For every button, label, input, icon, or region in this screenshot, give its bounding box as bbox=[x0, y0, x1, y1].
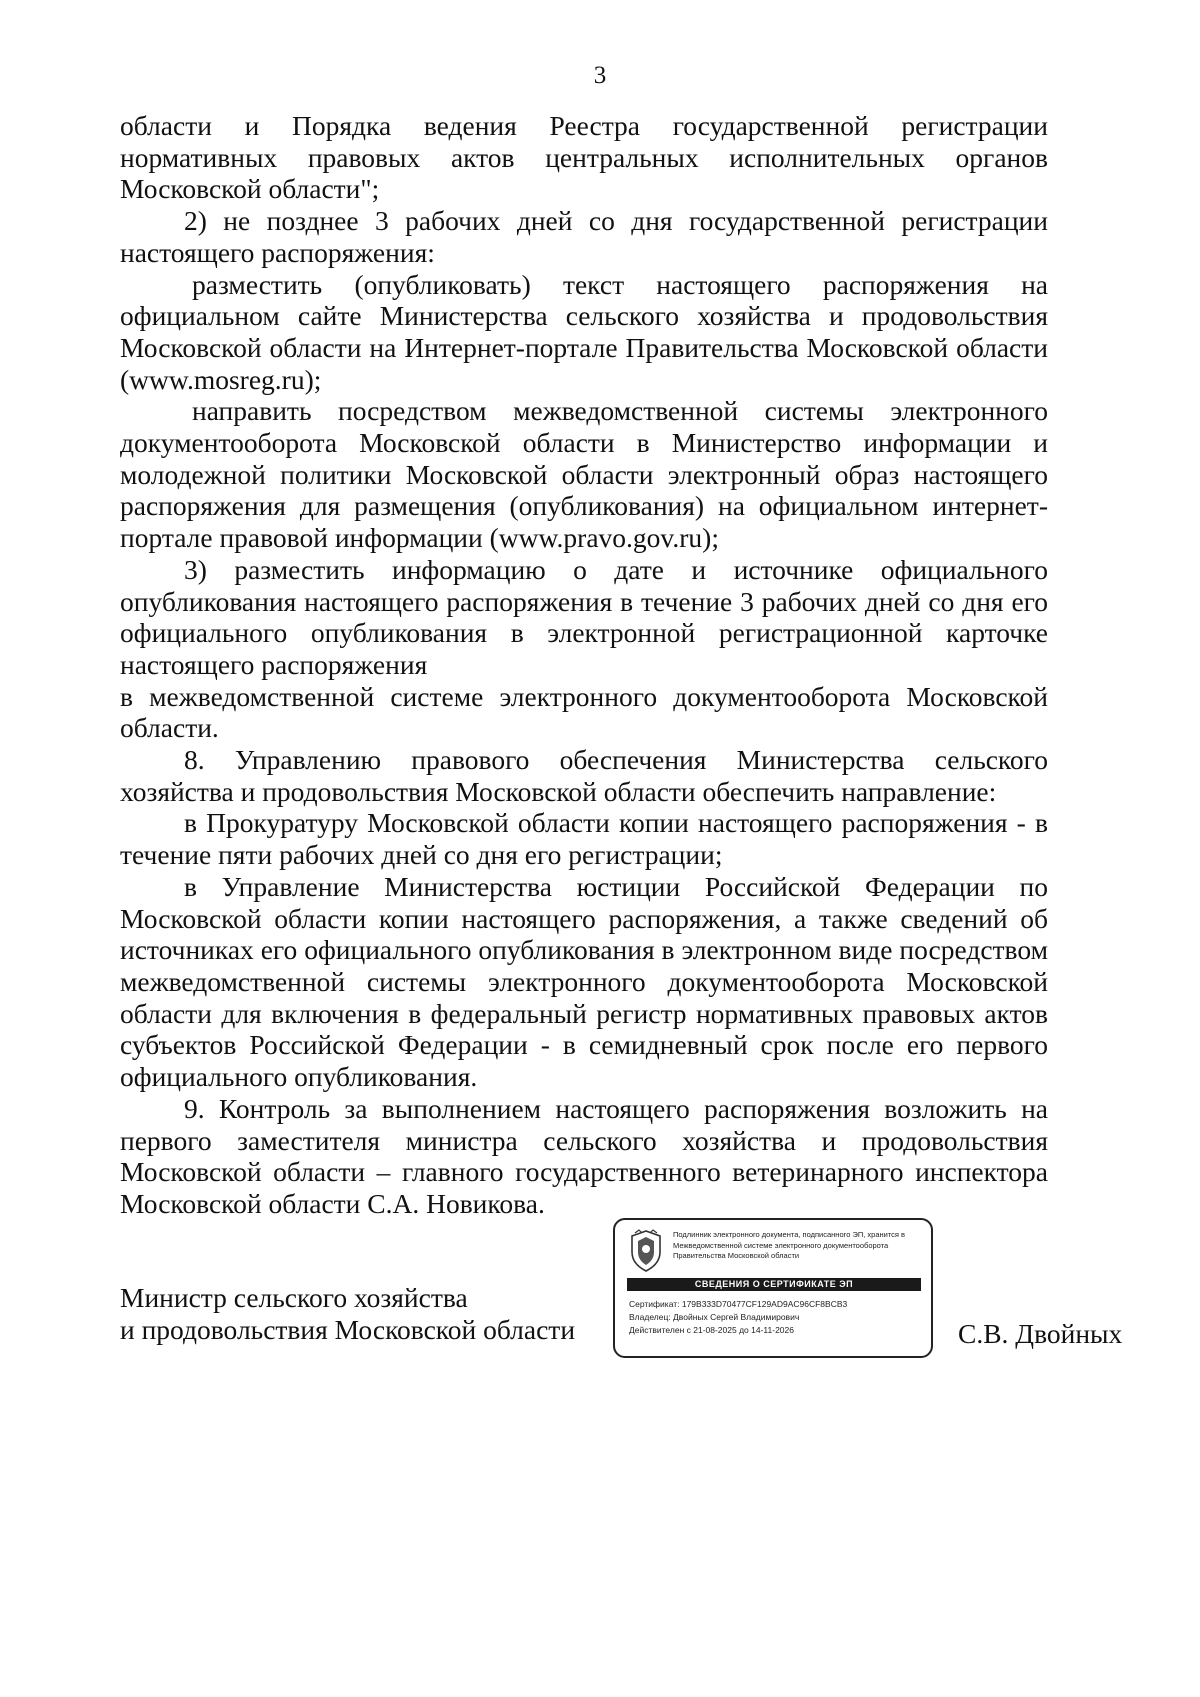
paragraph: 2) не позднее 3 рабочих дней со дня государственной регистрации настоящего распоряжения: bbox=[120, 205, 1048, 268]
signer-position-line: и продовольствия Московской области bbox=[120, 1314, 576, 1345]
paragraph: направить посредством межведомственной системы электронного документооборота Московской области в Министерство информации и молодежной политики Московской области электронный образ настоящего распоряжения для размещения (опубликования) на официальном интернет-портале правовой информации (www.pravo.gov.ru); bbox=[120, 395, 1048, 554]
stamp-validity: Действителен с 21-08-2025 до 14-11-2026 bbox=[629, 1325, 794, 1335]
paragraph: 8. Управлению правового обеспечения Министерства сельского хозяйства и продовольствия Московской области обеспечить направление: bbox=[120, 744, 1048, 807]
coat-of-arms-icon bbox=[627, 1228, 665, 1274]
paragraph: разместить (опубликовать) текст настоящего распоряжения на официальном сайте Министерства сельского хозяйства и продовольствия Московской области на Интернет-портале Правительства Московской области (www.mosreg.ru); bbox=[120, 268, 1048, 395]
paragraph: области и Порядка ведения Реестра государственной регистрации нормативных правовых актов центральных исполнительных органов Московской области"; bbox=[120, 110, 1048, 205]
stamp-details bbox=[629, 1298, 925, 1337]
stamp-certificate: Сертификат: 179B333D70477CF129AD9AC96CF8BCB3 bbox=[629, 1299, 848, 1309]
paragraph: в Прокуратуру Московской области копии настоящего распоряжения - в течение пяти рабочих дней со дня его регистрации; bbox=[120, 807, 1048, 871]
stamp-notice: Подлинник электронного документа, подписанного ЭП, хранится в Межведомственной системе электронного документооборота Правительства Московской области bbox=[673, 1230, 906, 1260]
paragraph: в межведомственной системе электронного документооборота Московской области. bbox=[120, 680, 1048, 744]
page-number: 3 bbox=[593, 62, 607, 89]
electronic-signature-stamp bbox=[613, 1218, 933, 1358]
document-body bbox=[120, 110, 1048, 1220]
stamp-owner: Владелец: Двойных Сергей Владимирович bbox=[629, 1312, 800, 1322]
paragraph: 3) разместить информацию о дате и источнике официального опубликования настоящего распоряжения в течение 3 рабочих дней со дня его официального опубликования в электронной регистрационной карточке настоящего распоряжения bbox=[120, 553, 1048, 680]
signer-name: С.В. Двойных bbox=[958, 1318, 1123, 1349]
paragraph: в Управление Министерства юстиции Российской Федерации по Московской области копии настоящего распоряжения, а также сведений об источниках его официального опубликования в электронном виде посредством межведомственной системы электронного документооборота Московской области для включения в федеральный регистр нормативных правовых актов субъектов Российской Федерации - в семидневный срок после его первого официального опубликования. bbox=[120, 870, 1048, 1093]
signer-position bbox=[120, 1282, 575, 1346]
paragraph: 9. Контроль за выполнением настоящего распоряжения возложить на первого заместителя министра сельского хозяйства и продовольствия Московской области – главного государственного ветеринарного инспектора Московской области С.А. Новикова. bbox=[120, 1092, 1048, 1219]
stamp-header: СВЕДЕНИЯ О СЕРТИФИКАТЕ ЭП bbox=[627, 1278, 921, 1291]
signer-position-line: Министр сельского хозяйства bbox=[120, 1282, 468, 1313]
